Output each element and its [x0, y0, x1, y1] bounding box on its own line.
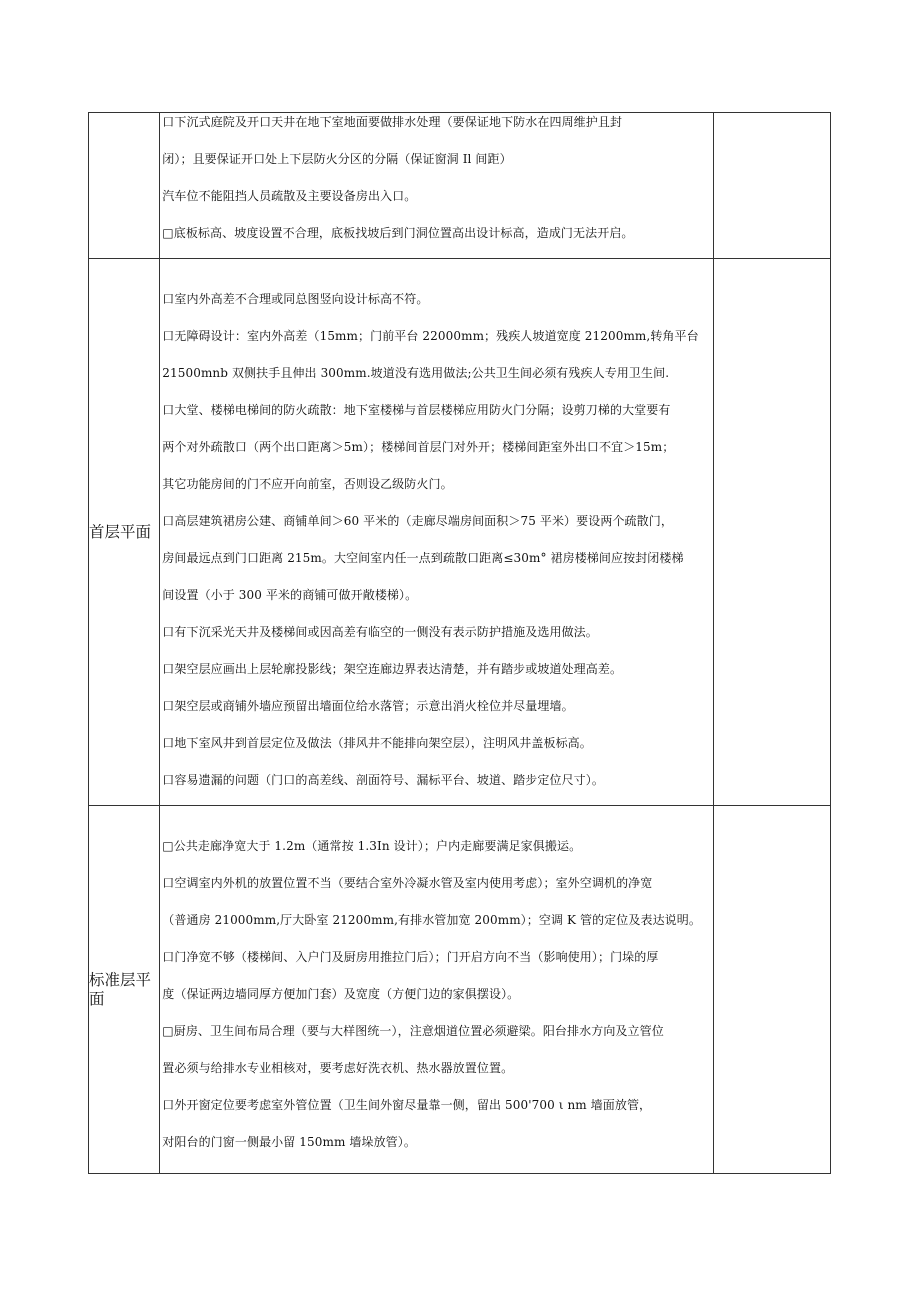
content-cell	[160, 113, 713, 259]
checklist-line: 对阳台的门窗一侧最小留 150mm 墙垛放管）。	[162, 1135, 416, 1149]
table-row	[89, 113, 831, 259]
checklist-line: 口架空层或商铺外墙应预留出墙面位给水落管；示意出消火栓位并尽量埋墙。	[162, 699, 574, 713]
checklist-line: 口下沉式庭院及开口天井在地下室地面要做排水处理（要保证地下防水在四周维护且封	[162, 115, 623, 129]
checklist-line: 口空调室内外机的放置位置不当（要结合室外冷凝水管及室内使用考虑）；室外空调机的净宽	[162, 876, 653, 890]
content-cell	[160, 259, 713, 806]
checklist-line: □公共走廊净宽大于 1.2m（通常按 1.3In 设计）；户内走廊要满足家俱搬运。	[162, 839, 582, 853]
review-checklist-table	[88, 112, 831, 1174]
checklist-line: 21500mnb 双侧扶手且伸出 300mm.坡道没有选用做法;公共卫生间必须有残疾人专用卫生间.	[162, 366, 670, 380]
checklist-line: 口大堂、楼梯电梯间的防火疏散：地下室楼梯与首层楼梯应用防火门分隔；设剪刀梯的大堂要有	[162, 403, 671, 417]
table-row	[89, 259, 831, 806]
checklist-line: □厨房、卫生间布局合理（要与大样图统一），注意烟道位置必须避梁。阳台排水方向及立管位	[162, 1024, 664, 1038]
checklist-line: 闭）；且要保证开口处上下层防火分区的分隔（保证窗洞 Il 间距）	[162, 152, 512, 166]
checklist-line: 两个对外疏散口（两个出口距离＞5m）；楼梯间首层门对外开；楼梯间距室外出口不宜＞15m；	[162, 440, 675, 454]
remarks-cell	[713, 259, 830, 806]
checklist-line: 间设置（小于 300 平米的商铺可做开敞楼梯）。	[162, 588, 418, 602]
category-cell: 首层平面	[89, 259, 160, 806]
checklist-line: （普通房 21000mm,厅大卧室 21200mm,有排水管加宽 200mm）；空调 K 管的定位及表达说明。	[162, 913, 701, 927]
category-cell	[89, 113, 160, 259]
checklist-line: 其它功能房间的门不应开向前室，否则设乙级防火门。	[162, 477, 453, 491]
checklist-line: 口无障碍设计：室内外高差（15mm；门前平台 22000mm；残疾人坡道宽度 21200mm,转角平台	[162, 329, 699, 343]
table-row	[89, 806, 831, 1174]
checklist-line: 口外开窗定位要考虑室外管位置（卫生间外窗尽量靠一侧，留出 500'700 ι nm 墙面放管，	[162, 1098, 652, 1112]
checklist-line: 置必须与给排水专业相核对，要考虑好洗衣机、热水器放置位置。	[162, 1061, 514, 1075]
checklist-line: 房间最远点到门口距离 215m。大空间室内任一点到疏散口距离≤30m° 裙房楼梯间应按封闭楼梯	[162, 551, 684, 565]
checklist-line: 口架空层应画出上层轮廓投影线；架空连廊边界表达清楚，并有踏步或坡道处理高差。	[162, 662, 623, 676]
category-cell: 标准层平面	[89, 806, 160, 1174]
checklist-line: 口地下室风井到首层定位及做法（排风井不能排向架空层），注明风井盖板标高。	[162, 736, 592, 750]
remarks-cell	[713, 806, 830, 1174]
checklist-line: 口室内外高差不合理或同总图竖向设计标高不符。	[162, 292, 429, 306]
checklist-line: 口有下沉采光天井及楼梯间或因高差有临空的一侧没有表示防护措施及选用做法。	[162, 625, 598, 639]
remarks-cell	[713, 113, 830, 259]
checklist-line: 口高层建筑裙房公建、商铺单间＞60 平米的（走廊尽端房间面积＞75 平米）要设两个疏散门，	[162, 514, 673, 528]
checklist-line: 口门净宽不够（楼梯间、入户门及厨房用推拉门后）；门开启方向不当（影响使用）；门垛的厚	[162, 950, 659, 964]
checklist-line: □底板标高、坡度设置不合理，底板找坡后到门洞位置高出设计标高，造成门无法开启。	[162, 226, 634, 240]
content-cell	[160, 806, 713, 1174]
checklist-line: 度（保证两边墙同厚方便加门套）及宽度（方便门边的家俱摆设）。	[162, 987, 520, 1001]
checklist-line: 口容易遗漏的问题（门口的高差线、剖面符号、漏标平台、坡道、踏步定位尺寸）。	[162, 773, 604, 787]
checklist-line: 汽车位不能阻挡人员疏散及主要设备房出入口。	[162, 189, 417, 203]
